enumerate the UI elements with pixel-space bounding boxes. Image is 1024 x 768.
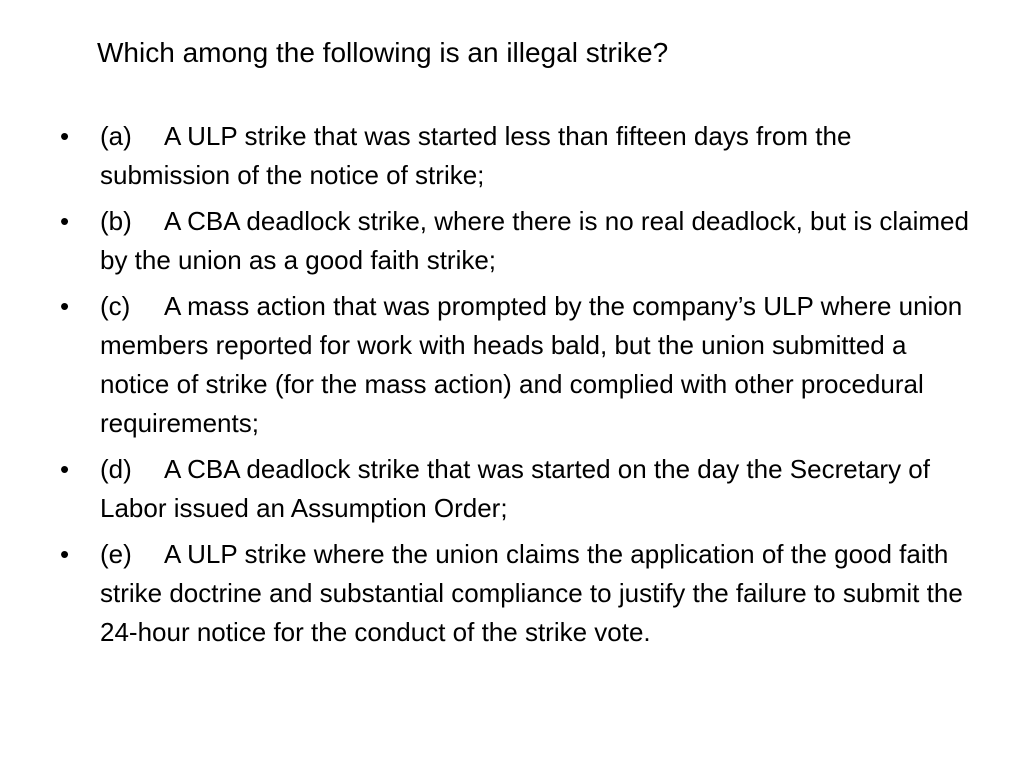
choice-text: A CBA deadlock strike that was started on the day the Secretary of Labor issued an Assumption Order; <box>100 454 930 523</box>
choice-item-e <box>60 535 980 652</box>
choice-letter: (a) <box>100 121 132 151</box>
choice-letter: (c) <box>100 291 131 321</box>
slide-title: Which among the following is an illegal strike? <box>97 37 669 68</box>
choice-item-c <box>60 287 980 443</box>
bullet-icon: • <box>60 206 70 236</box>
choice-item-d <box>60 450 980 528</box>
choice-text: A mass action that was prompted by the company’s ULP where union members reported for work with heads bald, but the union submitted a notice of strike (for the mass action) and complied with other procedural requirements; <box>100 291 963 438</box>
choice-list <box>60 117 980 659</box>
choice-text: A ULP strike that was started less than fifteen days from the submission of the notice of strike; <box>100 121 852 190</box>
choice-letter: (b) <box>100 206 132 236</box>
choice-item-b <box>60 202 980 280</box>
choice-item-a <box>60 117 980 195</box>
choice-letter: (d) <box>100 454 132 484</box>
bullet-icon: • <box>60 454 70 484</box>
bullet-icon: • <box>60 121 70 151</box>
bullet-icon: • <box>60 539 70 569</box>
bullet-icon: • <box>60 291 70 321</box>
choice-text: A CBA deadlock strike, where there is no real deadlock, but is claimed by the union as a good faith strike; <box>100 206 969 275</box>
choice-letter: (e) <box>100 539 132 569</box>
choice-text: A ULP strike where the union claims the application of the good faith strike doctrine and substantial compliance to justify the failure to submit the 24-hour notice for the conduct of the strike vote. <box>100 539 963 647</box>
